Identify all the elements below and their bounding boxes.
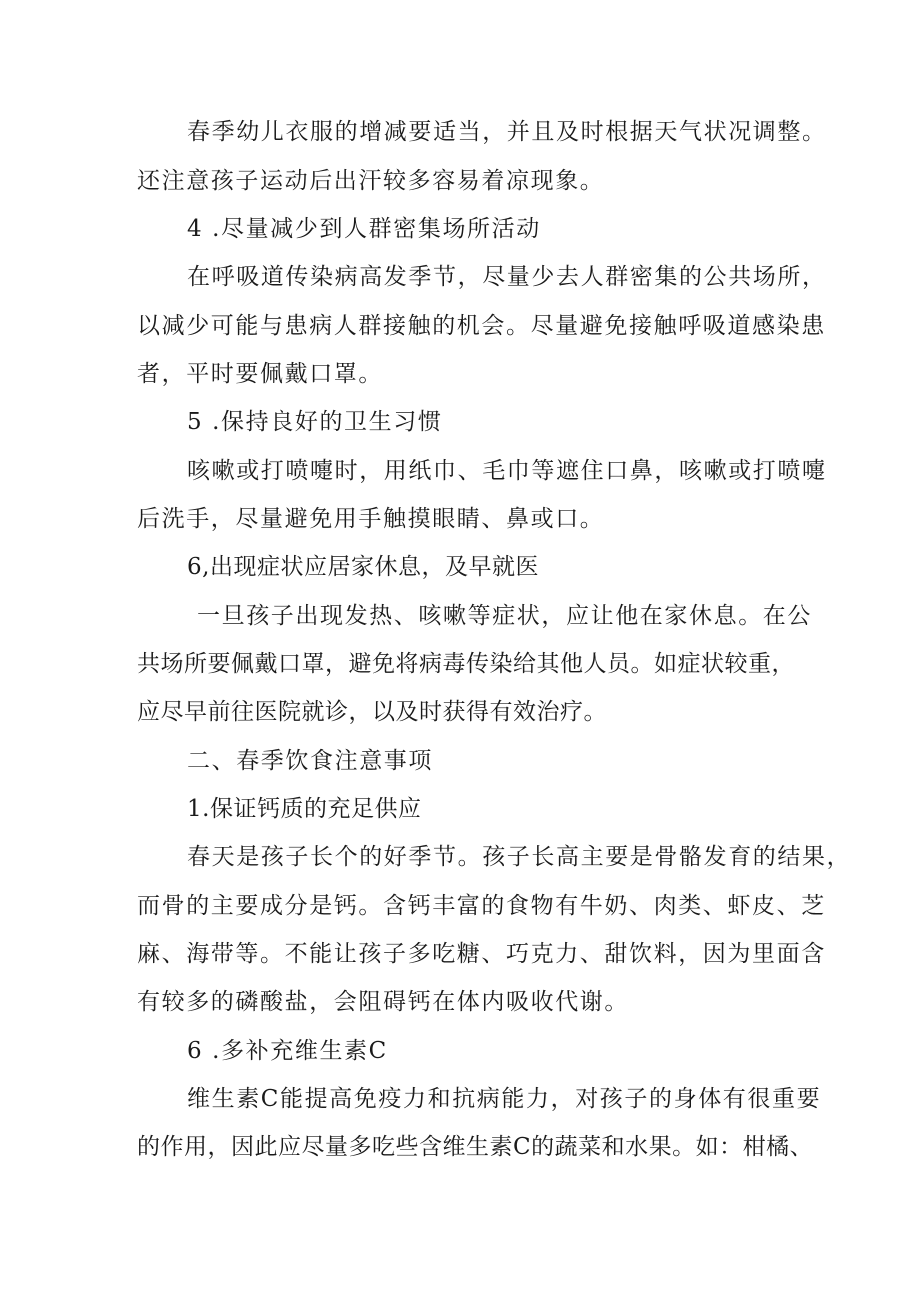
paragraph-line: 的作用，因此应尽量多吃些含维生素C的蔬菜和水果。如：柑橘、 bbox=[137, 1134, 814, 1160]
section-heading: 1.保证钙质的充足供应 bbox=[187, 796, 422, 822]
section-heading: 4 .尽量减少到人群密集场所活动 bbox=[187, 216, 541, 242]
section-heading: 6 .多补充维生素C bbox=[187, 1038, 388, 1064]
paragraph-line: 维生素C能提高免疫力和抗病能力，对孩子的身体有很重要 bbox=[187, 1086, 822, 1112]
paragraph-line: 春季幼儿衣服的增减要适当，并且及时根据天气状况调整。 bbox=[187, 119, 827, 145]
paragraph-line: 以减少可能与患病人群接触的机会。尽量避免接触呼吸道感染患 bbox=[137, 313, 826, 339]
section-heading: 6,出现症状应居家休息，及早就医 bbox=[187, 554, 539, 580]
paragraph-line: 在呼吸道传染病高发季节，尽量少去人群密集的公共场所， bbox=[187, 264, 827, 290]
section-heading: 二、春季饮食注意事项 bbox=[187, 748, 433, 774]
paragraph-line: 共场所要佩戴口罩，避免将病毒传染给其他人员。如症状较重， bbox=[137, 651, 795, 677]
paragraph-line: 还注意孩子运动后出汗较多容易着凉现象。 bbox=[137, 168, 605, 194]
paragraph-line: 者，平时要佩戴口罩。 bbox=[137, 361, 383, 387]
paragraph-line: 后洗手，尽量避免用手触摸眼睛、鼻或口。 bbox=[137, 506, 605, 532]
paragraph-line: 应尽早前往医院就诊，以及时获得有效治疗。 bbox=[137, 699, 607, 725]
section-heading: 5 .保持良好的卫生习惯 bbox=[187, 409, 443, 435]
paragraph-line: 咳嗽或打喷嚏时，用纸巾、毛巾等遮住口鼻，咳嗽或打喷嚏 bbox=[187, 458, 827, 484]
paragraph-line: 春天是孩子长个的好季节。孩子长高主要是骨骼发育的结果， bbox=[187, 844, 852, 870]
paragraph-line: 麻、海带等。不能让孩子多吃糖、巧克力、甜饮料，因为里面含 bbox=[137, 941, 826, 967]
paragraph-line: 有较多的磷酸盐，会阻碍钙在体内吸收代谢。 bbox=[137, 989, 629, 1015]
paragraph-line: 而骨的主要成分是钙。含钙丰富的食物有牛奶、肉类、虾皮、芝 bbox=[137, 893, 826, 919]
paragraph-line: 一旦孩子出现发热、咳嗽等症状，应让他在家休息。在公 bbox=[197, 603, 812, 629]
